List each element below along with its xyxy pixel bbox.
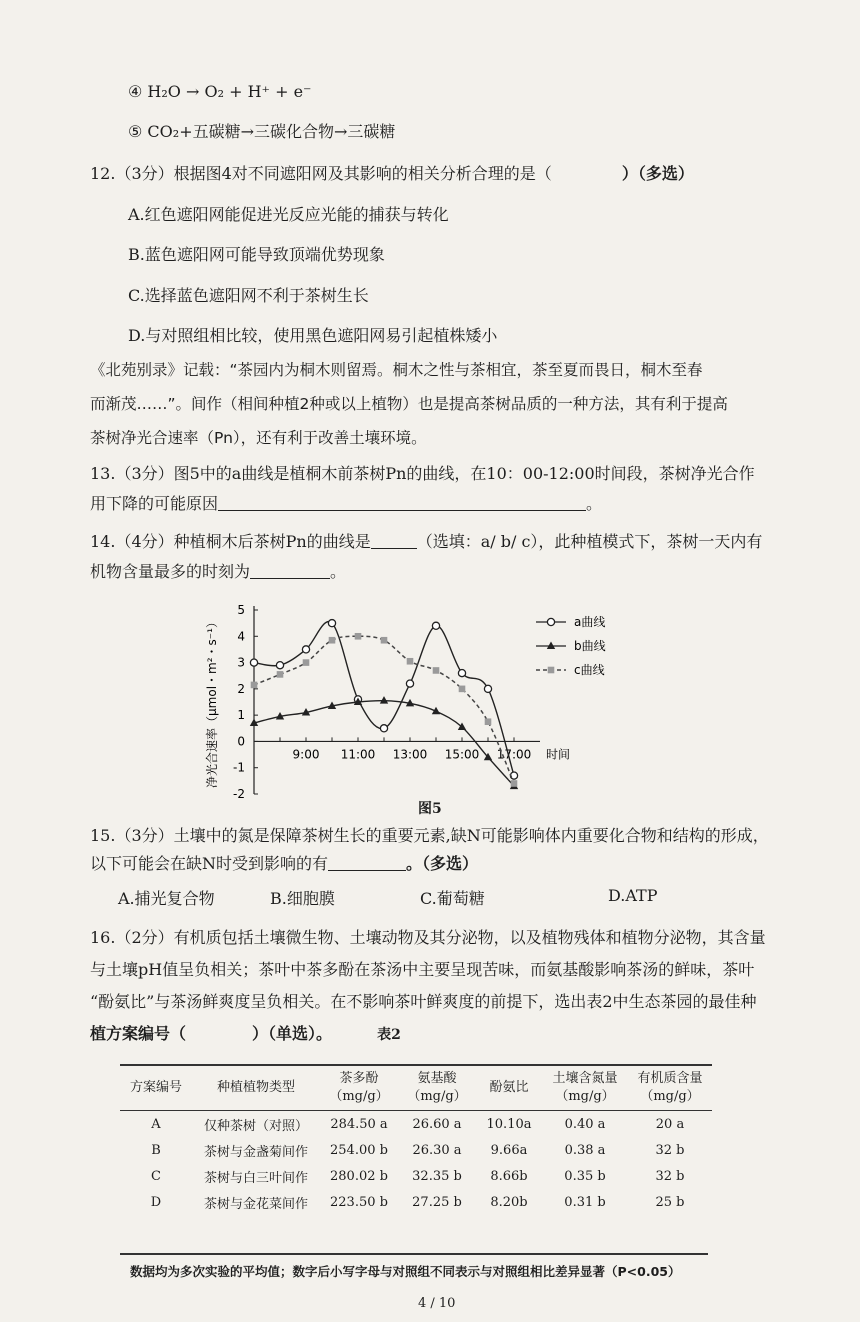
data-point-circle [302, 646, 309, 653]
legend-marker-0 [547, 618, 554, 625]
table-cell: 茶树与白三叶间作 [203, 1170, 308, 1186]
q12-stem-tail: ）（多选） [621, 164, 694, 183]
table-2-header-row [120, 1065, 712, 1111]
x-tick-label: 13:00 [392, 747, 428, 762]
table-cell: 32 b [655, 1142, 685, 1158]
series-line-1 [254, 701, 514, 786]
x-tick-label: 17:00 [496, 747, 532, 762]
q15-line-2b: 。（多选） [406, 854, 479, 873]
table-cell: 280.02 b [330, 1168, 388, 1184]
q16-line-4b: ）（单选）。 [252, 1024, 333, 1043]
table-cell: C [151, 1168, 161, 1184]
table-2-note: 数据均为多次实验的平均值；数字后小写字母与对照组不同表示与对照组相比差异显著（P<0.05） [130, 1264, 681, 1279]
table-cell: 0.38 a [564, 1142, 606, 1158]
data-point-circle [432, 622, 439, 629]
y-tick-label: -1 [233, 760, 245, 775]
q14-curve-blank[interactable] [371, 532, 417, 549]
table-cell: 茶树与金盏菊间作 [203, 1144, 308, 1160]
data-point-square [485, 718, 492, 725]
x-tick-label: 15:00 [444, 747, 480, 762]
q12-option-c: C.选择蓝色遮阳网不利于茶树生长 [128, 286, 369, 305]
y-tick-label: -2 [233, 787, 245, 800]
table-cell: D [150, 1194, 162, 1210]
q14-line-1b: （选填：a/ b/ c），此种植模式下，茶树一天内有 [416, 532, 763, 551]
data-point-circle [250, 659, 257, 666]
data-point-circle [328, 620, 335, 627]
q14-end: 。 [330, 562, 347, 581]
data-point-circle [276, 662, 283, 669]
q15-option-d: D.ATP [608, 886, 658, 905]
question-13-line-2 [90, 494, 602, 514]
q15-option-c: C.葡萄糖 [420, 889, 485, 908]
table-cell: 9.66a [490, 1142, 528, 1158]
passage-line-3: 茶树净光合速率（Pn），还有利于改善土壤环境。 [90, 429, 427, 447]
legend-label-0: a曲线 [574, 615, 606, 629]
y-tick-label: 1 [237, 708, 245, 723]
data-point-square [381, 637, 388, 644]
passage-line-1: 《北苑别录》记载：“茶园内为桐木则留焉。桐木之性与茶相宜，茶至夏而畏日，桐木至春 [90, 361, 703, 379]
question-13-line-1: 13.（3分）图5中的a曲线是植桐木前茶树Pn的曲线，在10：00-12:00时间段，茶树净光合作 [90, 464, 755, 483]
table-2 [120, 1064, 712, 1220]
table-row [120, 1189, 712, 1220]
x-axis-label: 时间 [546, 747, 571, 762]
equation-5: ⑤ CO₂+五碳糖→三碳化合物→三碳糖 [128, 122, 396, 141]
y-tick-label: 3 [237, 655, 245, 670]
data-point-square [329, 637, 336, 644]
q13-end: 。 [586, 494, 603, 513]
q14-line-2-text: 机物含量最多的时刻为 [90, 562, 251, 581]
q12-option-a: A.红色遮阳网能促进光反应光能的捕获与转化 [128, 205, 449, 224]
table-cell: 10.10a [486, 1116, 532, 1132]
legend-marker-2 [548, 667, 555, 674]
table-cell: 32 b [655, 1168, 685, 1184]
data-point-triangle [380, 696, 388, 704]
q12-stem-text: 12.（3分）根据图4对不同遮阳网及其影响的相关分析合理的是（ [90, 164, 552, 183]
table-cell: 26.30 a [412, 1142, 462, 1158]
table-cell: 仅种茶树（对照） [203, 1118, 308, 1134]
table-cell: 254.00 b [330, 1142, 388, 1158]
table-cell: 223.50 b [330, 1194, 388, 1210]
x-tick-label: 11:00 [340, 747, 376, 762]
table-row [120, 1111, 712, 1138]
q12-option-d: D.与对照组相比较，使用黑色遮阳网易引起植株矮小 [128, 326, 498, 345]
question-16-line-3: “酚氨比”与茶汤鲜爽度呈负相关。在不影响茶叶鲜爽度的前提下，选出表2中生态茶园的最佳种 [90, 992, 757, 1011]
data-point-circle [484, 685, 491, 692]
table-cell: 8.66b [490, 1168, 528, 1184]
legend-label-1: b曲线 [574, 639, 606, 653]
y-axis-label: 净光合速率（μmol・m²・s⁻¹） [205, 616, 219, 788]
q12-option-b: B.蓝色遮阳网可能导致顶端优势现象 [128, 245, 385, 264]
question-15-line-2 [90, 854, 478, 874]
passage-line-2: 而渐茂……”。间作（相间种植2种或以上植物）也是提高茶树品质的一种方法，其有利于提高 [90, 395, 728, 413]
data-point-square [251, 682, 258, 689]
data-point-circle [458, 669, 465, 676]
table-row [120, 1137, 712, 1163]
table-cell: 25 b [655, 1194, 685, 1210]
question-14-line-2 [90, 562, 346, 582]
table-2-caption: 表2 [377, 1027, 401, 1043]
table-cell: 茶树与金花菜间作 [203, 1196, 308, 1212]
q15-option-a: A.捕光复合物 [118, 889, 215, 908]
q15-option-b: B.细胞膜 [270, 889, 335, 908]
q15-answer-blank[interactable] [328, 854, 406, 871]
data-point-square [303, 659, 310, 666]
q14-time-blank[interactable] [250, 562, 330, 579]
table-cell: 0.40 a [564, 1116, 606, 1132]
q15-line-2a: 以下可能会在缺N时受到影响的有 [90, 854, 329, 873]
table-cell: 27.25 b [412, 1194, 462, 1210]
data-point-circle [380, 725, 387, 732]
table-2-bottom-rule [120, 1253, 708, 1255]
table-row [120, 1163, 712, 1189]
q13-line-2-text: 用下降的可能原因 [90, 494, 219, 513]
table-cell: 32.35 b [412, 1168, 462, 1184]
question-16-line-2: 与土壤pH值呈负相关；茶叶中茶多酚在茶汤中主要呈现苦味，而氨基酸影响茶汤的鲜味，茶叶 [90, 960, 755, 979]
q16-line-4a: 植方案编号（ [90, 1024, 187, 1043]
table-2-header-2: 茶多酚 （mg/g） [329, 1071, 389, 1104]
data-point-square [459, 686, 466, 693]
table-2-header-3: 氨基酸 （mg/g） [407, 1071, 467, 1104]
y-tick-label: 4 [237, 629, 245, 644]
table-cell: 20 a [655, 1116, 685, 1132]
table-cell: 26.60 a [412, 1116, 462, 1132]
question-16-line-1: 16.（2分）有机质包括土壤微生物、土壤动物及其分泌物，以及植物残体和植物分泌物，其含量 [90, 928, 766, 947]
legend-marker-1 [547, 642, 555, 650]
y-tick-label: 0 [237, 734, 245, 749]
data-point-square [407, 658, 414, 665]
question-12-stem [90, 164, 694, 184]
legend-label-2: c曲线 [574, 663, 605, 677]
page-number: 4 / 10 [418, 1296, 456, 1311]
data-point-square [355, 633, 362, 640]
question-16-line-4 [90, 1024, 401, 1045]
question-14-line-1 [90, 532, 762, 552]
data-point-square [433, 667, 440, 674]
table-cell: A [151, 1116, 161, 1132]
table-cell: B [151, 1142, 161, 1158]
equation-4: ④ H₂O → O₂ + H⁺ + e⁻ [128, 82, 312, 101]
question-15-line-1: 15.（3分）土壤中的氮是保障茶树生长的重要元素,缺N可能影响体内重要化合物和结构的形成， [90, 826, 769, 845]
data-point-square [511, 780, 518, 787]
data-point-square [277, 671, 284, 678]
figure-5-caption: 图5 [418, 801, 442, 817]
q14-line-1a: 14.（4分）种植桐木后茶树Pn的曲线是 [90, 532, 371, 551]
table-2-header-6: 有机质含量 （mg/g） [637, 1071, 703, 1104]
data-point-circle [406, 680, 413, 687]
table-2-header-4: 酚氨比 [489, 1080, 529, 1095]
table-2-header-5: 土壤含氮量 （mg/g） [552, 1071, 618, 1104]
q13-answer-blank[interactable] [218, 494, 586, 511]
table-cell: 0.35 b [564, 1168, 606, 1184]
table-cell: 0.31 b [564, 1194, 606, 1210]
y-tick-label: 2 [237, 681, 245, 696]
data-point-triangle [458, 722, 466, 730]
figure-5-chart [196, 598, 636, 800]
table-cell: 284.50 a [330, 1116, 388, 1132]
x-tick-label: 9:00 [292, 747, 320, 762]
y-tick-label: 5 [237, 603, 245, 617]
table-cell: 8.20b [490, 1194, 528, 1210]
table-2-header-1: 种植植物类型 [216, 1080, 295, 1095]
table-2-header-0: 方案编号 [129, 1080, 182, 1095]
